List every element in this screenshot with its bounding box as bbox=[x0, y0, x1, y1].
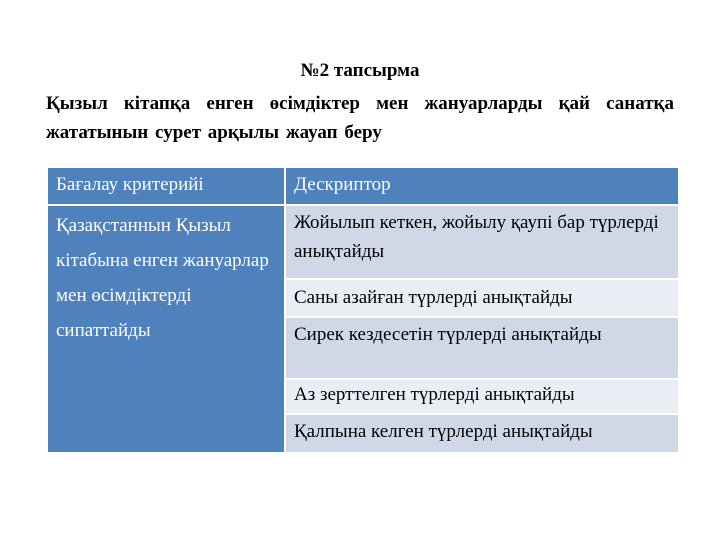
descriptor-row: Қалпына келген түрлерді анықтайды bbox=[286, 415, 678, 452]
descriptor-row: Жойылып кеткен, жойылу қаупі бар түрлерді анықтайды bbox=[286, 206, 678, 278]
header-criterion: Бағалау критерийі bbox=[48, 168, 284, 204]
criterion-cell: Қазақстаннын Қызыл кітабына енген жануарлар мен өсімдіктерді сипаттайды bbox=[48, 206, 284, 452]
task-title: №2 тапсырма bbox=[300, 60, 420, 81]
task-instruction: Қызыл кітапқа енген өсімдіктер мен жануарларды қай санатқа жататынын сурет арқылы жауап беру bbox=[46, 93, 674, 143]
header-descriptor: Дескриптор bbox=[286, 168, 678, 204]
descriptor-row: Аз зерттелген түрлерді анықтайды bbox=[286, 380, 678, 413]
descriptor-row: Саны азайған түрлерді анықтайды bbox=[286, 280, 678, 316]
descriptor-row: Сирек кездесетін түрлерді анықтайды bbox=[286, 318, 678, 378]
